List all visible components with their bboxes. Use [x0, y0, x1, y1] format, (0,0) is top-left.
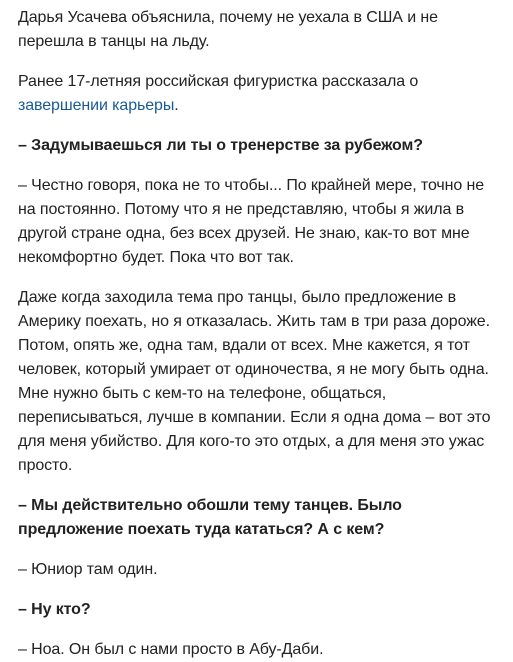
answer-1-continued: Даже когда заходила тема про танцы, было предложение в Америку поехать, но я отказалась. Жить там в три раза дороже. Потом, опять же, одна там, вдали от всех. Мне кажется, я тот человек, который умирает от одиночества, я не могу быть одна. Мне нужно быть с кем-то на телефоне, общаться, переписываться, лучше в компании. Если я одна дома – вот это для меня убийство. Для кого-то это отдых, а для меня это ужас просто. [18, 289, 491, 474]
career-end-link[interactable]: завершении карьеры [18, 97, 175, 114]
question-1: – Задумываешься ли ты о тренерстве за рубежом? [18, 137, 423, 154]
context-suffix: . [174, 97, 179, 114]
paragraph-context [18, 70, 499, 118]
paragraph-intro: Дарья Усачева объяснила, почему не уехала в США и не перешла в танцы на льду. [18, 9, 438, 50]
question-2: – Мы действительно обошли тему танцев. Было предложение поехать туда кататься? А с кем? [18, 497, 402, 538]
answer-2: – Юниор там один. [18, 561, 158, 578]
answer-3: – Ноа. Он был с нами просто в Абу-Даби. [18, 641, 324, 658]
context-text: Ранее 17-летняя российская фигуристка рассказала о [18, 73, 419, 90]
answer-1: – Честно говоря, пока не то чтобы... По крайней мере, точно не на постоянно. Потому что я не представляю, чтобы я жила в другой стране одна, без всех друзей. Не знаю, как-то вот мне некомфортно будет. Пока что вот так. [18, 177, 485, 266]
question-3: – Ну кто? [18, 601, 91, 618]
